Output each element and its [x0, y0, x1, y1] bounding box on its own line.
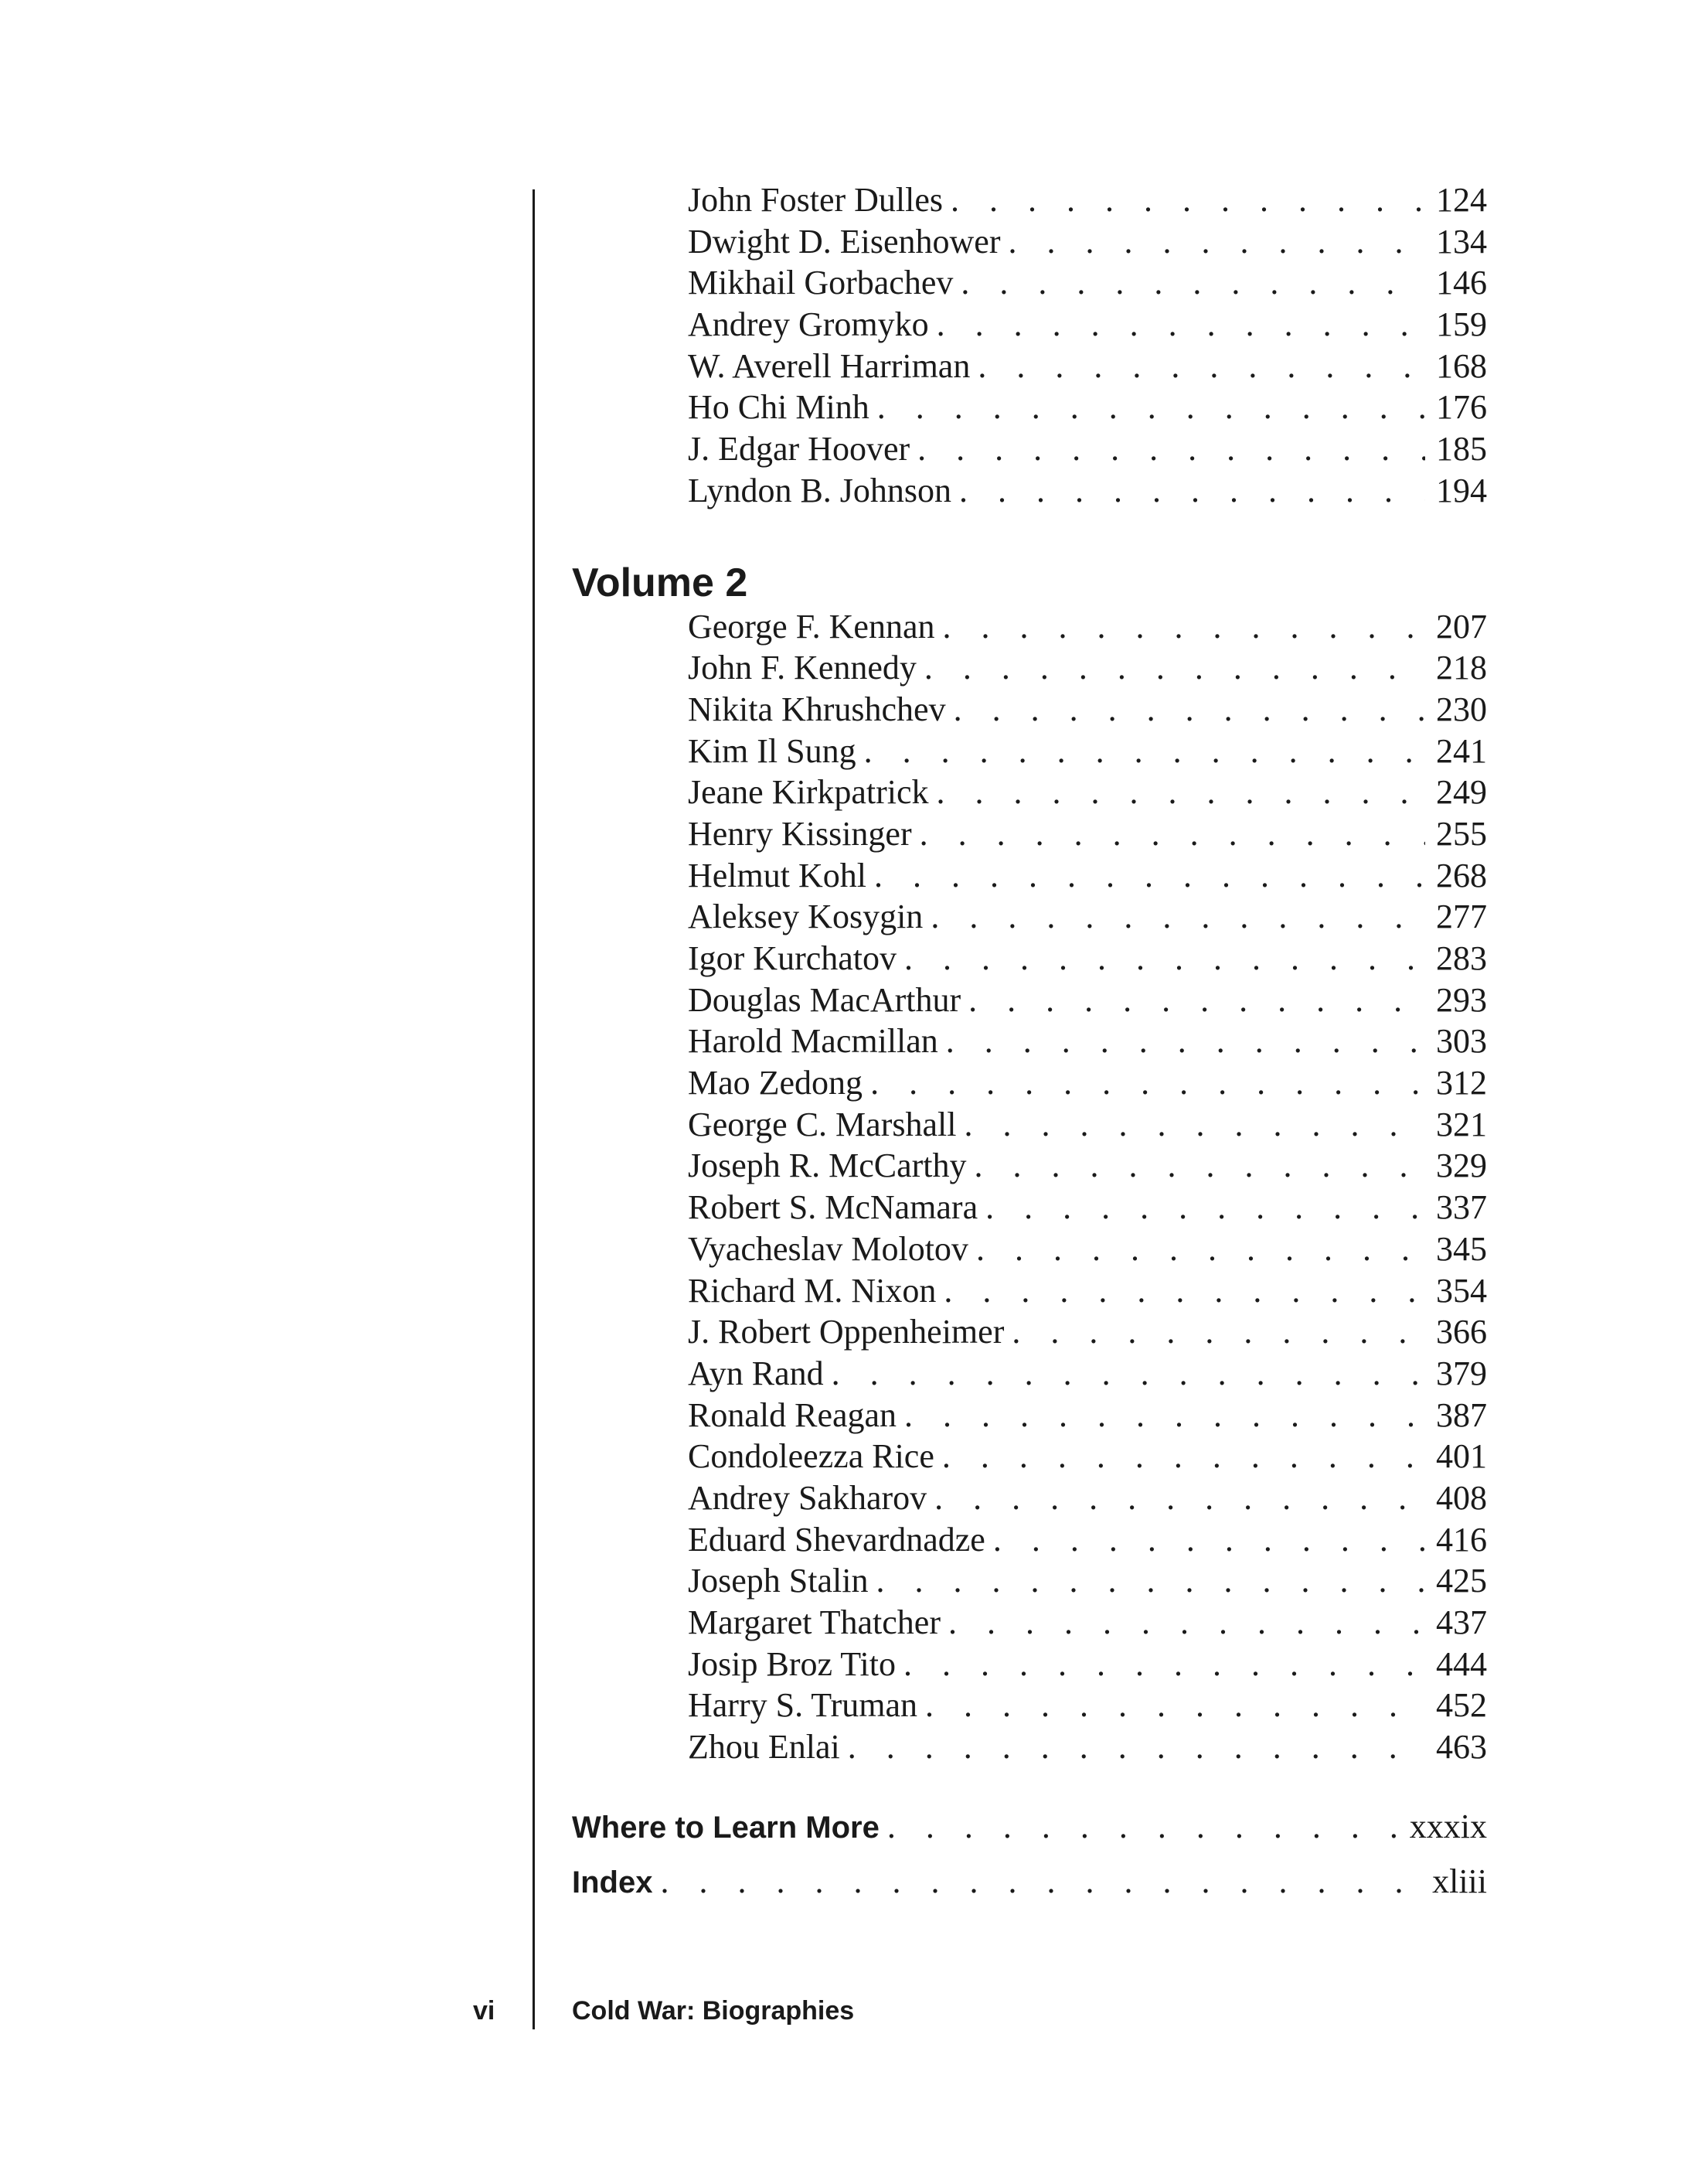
dot-leader: [912, 813, 1425, 855]
dot-leader: [934, 1436, 1425, 1477]
toc-entry-page-number: 387: [1425, 1395, 1487, 1436]
toc-entry[interactable]: [572, 980, 1487, 1021]
toc-entry-title: Condoleezza Rice: [688, 1436, 934, 1477]
dot-leader: [934, 606, 1425, 648]
toc-entry[interactable]: [572, 813, 1487, 855]
toc-entry[interactable]: [572, 1353, 1487, 1395]
toc-entry-page-number: 321: [1425, 1104, 1487, 1146]
toc-entry-title: Margaret Thatcher: [688, 1602, 941, 1644]
toc-entry-page-number: xxxix: [1409, 1807, 1487, 1845]
toc-entry-title: Harold Macmillan: [688, 1020, 938, 1062]
dot-leader: [652, 1854, 1421, 1909]
toc-entry-page-number: 168: [1425, 346, 1487, 387]
dot-leader: [941, 1602, 1425, 1644]
toc-entry-title: Helmut Kohl: [688, 855, 866, 897]
toc-entry[interactable]: [572, 1062, 1487, 1104]
toc-entry-page-number: 249: [1425, 772, 1487, 813]
toc-entry-title: Vyacheslav Molotov: [688, 1228, 968, 1270]
toc-entry-title: Harry S. Truman: [688, 1685, 917, 1726]
toc-entry[interactable]: [572, 1560, 1487, 1602]
toc-entry[interactable]: [572, 470, 1487, 512]
dot-leader: [897, 1395, 1425, 1436]
toc-entry[interactable]: [572, 304, 1487, 346]
dot-leader: [863, 1062, 1425, 1104]
dot-leader: [985, 1519, 1425, 1561]
toc-entry-title: Lyndon B. Johnson: [688, 470, 951, 512]
dot-leader: [970, 346, 1425, 387]
toc-entry-page-number: 194: [1425, 470, 1487, 512]
toc-entry-page-number: 124: [1425, 179, 1487, 221]
toc-entry[interactable]: [572, 1187, 1487, 1228]
toc-entry-page-number: 444: [1425, 1644, 1487, 1685]
toc-entry-title: Mikhail Gorbachev: [688, 262, 953, 304]
toc-entry-page-number: 366: [1425, 1311, 1487, 1353]
toc-entry-title: Josip Broz Tito: [688, 1644, 896, 1685]
toc-entry[interactable]: [572, 606, 1487, 648]
toc-entry-title: Joseph Stalin: [688, 1560, 868, 1602]
dot-leader: [840, 1726, 1425, 1768]
toc-entry-title: Douglas MacArthur: [688, 980, 961, 1021]
toc-entry-title: Jeane Kirkpatrick: [688, 772, 929, 813]
toc-entry[interactable]: [572, 1104, 1487, 1146]
toc-entry-page-number: 268: [1425, 855, 1487, 897]
dot-leader: [953, 262, 1425, 304]
dot-leader: [956, 1104, 1425, 1146]
dot-leader: [910, 428, 1425, 470]
toc-entry-title: Nikita Khrushchev: [688, 689, 946, 731]
dot-leader: [868, 1560, 1425, 1602]
dot-leader: [978, 1187, 1425, 1228]
toc-entry-page-number: 218: [1425, 647, 1487, 689]
toc-entry[interactable]: [572, 689, 1487, 731]
dot-leader: [927, 1477, 1425, 1519]
toc-entry-title: Andrey Sakharov: [688, 1477, 927, 1519]
dot-leader: [938, 1020, 1425, 1062]
toc-entry-title: George F. Kennan: [688, 606, 934, 648]
toc-entry[interactable]: [572, 938, 1487, 980]
toc-entry-title: Andrey Gromyko: [688, 304, 929, 346]
toc-entry-page-number: 230: [1425, 689, 1487, 731]
toc-entry-title: Index: [572, 1865, 653, 1900]
toc-entry-page-number: 354: [1425, 1270, 1487, 1312]
dot-leader: [961, 980, 1425, 1021]
toc-entry[interactable]: [572, 262, 1487, 304]
toc-entry[interactable]: [572, 1477, 1487, 1519]
toc-entry[interactable]: [572, 346, 1487, 387]
dot-leader: [917, 647, 1425, 689]
toc-entry[interactable]: [572, 1311, 1487, 1353]
toc-entry-page-number: 283: [1425, 938, 1487, 980]
toc-entry-page-number: 329: [1425, 1145, 1487, 1187]
toc-entry-title: Joseph R. McCarthy: [688, 1145, 967, 1187]
toc-entry-page-number: 255: [1425, 813, 1487, 855]
toc-entry-title: Igor Kurchatov: [688, 938, 897, 980]
toc-entry[interactable]: [572, 1799, 1487, 1854]
toc-entry-title: Kim Il Sung: [688, 731, 856, 772]
backmatter-list: [572, 1799, 1487, 1909]
toc-entry-page-number: 159: [1425, 304, 1487, 346]
toc-entry-title: Ayn Rand: [688, 1353, 824, 1395]
toc-entry[interactable]: [572, 428, 1487, 470]
toc-entry-title: Richard M. Nixon: [688, 1270, 936, 1312]
toc-entry-page-number: 176: [1425, 387, 1487, 428]
dot-leader: [968, 1228, 1425, 1270]
dot-leader: [943, 179, 1425, 221]
toc-entry-page-number: 277: [1425, 896, 1487, 938]
toc-entry[interactable]: [572, 1685, 1487, 1726]
dot-leader: [1004, 1311, 1425, 1353]
toc-entry-title: Henry Kissinger: [688, 813, 912, 855]
toc-entry-title: George C. Marshall: [688, 1104, 956, 1146]
toc-entry-page-number: 337: [1425, 1187, 1487, 1228]
dot-leader: [967, 1145, 1425, 1187]
volume-2-heading: Volume 2: [572, 560, 748, 605]
toc-entry-page-number: 379: [1425, 1353, 1487, 1395]
footer-page-number: vi: [473, 1996, 495, 2026]
dot-leader: [923, 896, 1425, 938]
toc-entry-title: J. Edgar Hoover: [688, 428, 910, 470]
toc-entry[interactable]: [572, 772, 1487, 813]
toc-entry[interactable]: [572, 1726, 1487, 1768]
toc-entry[interactable]: [572, 1228, 1487, 1270]
toc-entry-title: Eduard Shevardnadze: [688, 1519, 985, 1561]
toc-entry[interactable]: [572, 731, 1487, 772]
dot-leader: [824, 1353, 1425, 1395]
toc-entry-page-number: 401: [1425, 1436, 1487, 1477]
toc-entry[interactable]: [572, 1644, 1487, 1685]
toc-entry-page-number: 345: [1425, 1228, 1487, 1270]
dot-leader: [929, 772, 1425, 813]
toc-entry-title: Aleksey Kosygin: [688, 896, 923, 938]
toc-entry[interactable]: [572, 1436, 1487, 1477]
toc-entry-title: W. Averell Harriman: [688, 346, 970, 387]
toc-entry[interactable]: [572, 1395, 1487, 1436]
toc-entry-page-number: 312: [1425, 1062, 1487, 1104]
dot-leader: [936, 1270, 1425, 1312]
toc-entry-page-number: 303: [1425, 1020, 1487, 1062]
toc-entry-page-number: 416: [1425, 1519, 1487, 1561]
toc-entry[interactable]: [572, 855, 1487, 897]
toc-entry-title: Ronald Reagan: [688, 1395, 897, 1436]
dot-leader: [856, 731, 1425, 772]
toc-entry[interactable]: [572, 179, 1487, 221]
toc-entry-title: Where to Learn More: [572, 1810, 880, 1845]
toc-entry[interactable]: [572, 1602, 1487, 1644]
toc-entry-title: John Foster Dulles: [688, 179, 943, 221]
toc-entry-page-number: 146: [1425, 262, 1487, 304]
toc-entry-title: Mao Zedong: [688, 1062, 863, 1104]
dot-leader: [896, 1644, 1425, 1685]
toc-entry[interactable]: [572, 387, 1487, 428]
toc-entry[interactable]: [572, 1519, 1487, 1561]
toc-entry-title: Robert S. McNamara: [688, 1187, 978, 1228]
toc-entry-page-number: 241: [1425, 731, 1487, 772]
toc-entry-page-number: xliii: [1432, 1862, 1487, 1900]
dot-leader: [866, 855, 1425, 897]
dot-leader: [929, 304, 1425, 346]
dot-leader: [951, 470, 1425, 512]
volume-2-entry-list: [572, 606, 1487, 1768]
toc-entry-page-number: 185: [1425, 428, 1487, 470]
toc-entry[interactable]: [572, 1145, 1487, 1187]
toc-entry-title: Ho Chi Minh: [688, 387, 869, 428]
toc-entry-page-number: 452: [1425, 1685, 1487, 1726]
footer-book-title: Cold War: Biographies: [572, 1996, 855, 2026]
toc-entry-title: John F. Kennedy: [688, 647, 917, 689]
toc-entry-page-number: 408: [1425, 1477, 1487, 1519]
dot-leader: [917, 1685, 1425, 1726]
toc-entry-page-number: 134: [1425, 221, 1487, 263]
toc-entry[interactable]: [572, 1854, 1487, 1909]
toc-entry[interactable]: [572, 896, 1487, 938]
toc-entry-page-number: 437: [1425, 1602, 1487, 1644]
dot-leader: [946, 689, 1425, 731]
dot-leader: [869, 387, 1425, 428]
toc-entry[interactable]: [572, 221, 1487, 263]
toc-entry-title: J. Robert Oppenheimer: [688, 1311, 1004, 1353]
toc-entry[interactable]: [572, 1270, 1487, 1312]
volume-1-entry-list: [572, 179, 1487, 512]
dot-leader: [880, 1799, 1399, 1854]
toc-entry-page-number: 293: [1425, 980, 1487, 1021]
margin-rule: [533, 189, 535, 2029]
toc-entry[interactable]: [572, 647, 1487, 689]
toc-entry-title: Dwight D. Eisenhower: [688, 221, 1001, 263]
toc-entry-title: Zhou Enlai: [688, 1726, 840, 1768]
toc-entry-page-number: 463: [1425, 1726, 1487, 1768]
toc-entry-page-number: 207: [1425, 606, 1487, 648]
table-of-contents: [572, 179, 1487, 1909]
toc-entry-page-number: 425: [1425, 1560, 1487, 1602]
dot-leader: [1001, 221, 1426, 263]
toc-entry[interactable]: [572, 1020, 1487, 1062]
dot-leader: [897, 938, 1425, 980]
